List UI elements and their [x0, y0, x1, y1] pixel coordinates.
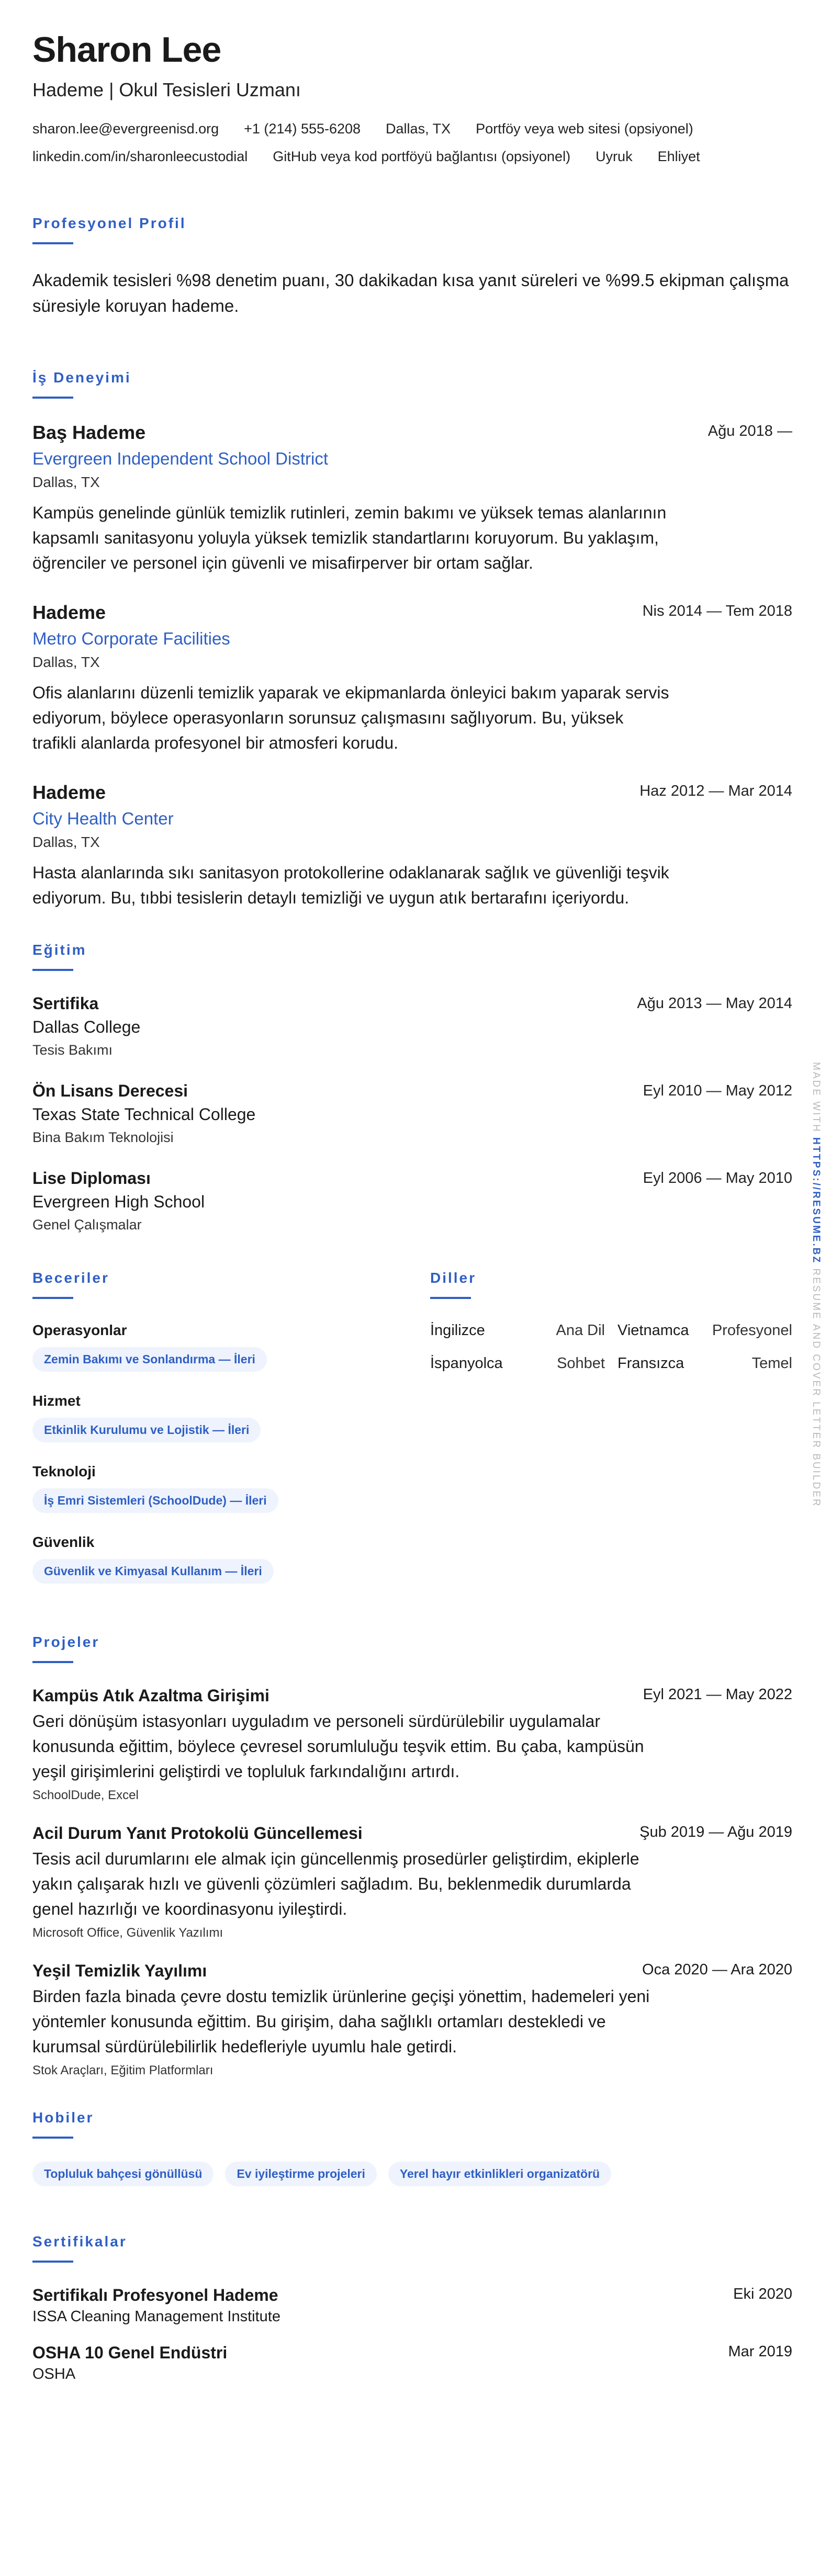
hobby-pill: Topluluk bahçesi gönüllüsü [32, 2162, 214, 2186]
language-name: İngilizce [430, 1321, 485, 1339]
experience-entry [32, 422, 792, 575]
certification-issuer: OSHA [32, 2365, 76, 2382]
job-location: Dallas, TX [32, 833, 100, 850]
section-heading: Projeler [32, 1633, 100, 1650]
experience-section [32, 369, 792, 910]
contact-portfolio[interactable]: Portföy veya web sitesi (opsiyonel) [476, 120, 693, 137]
language-name: İspanyolca [430, 1354, 503, 1372]
profile-summary: Akademik tesisleri %98 denetim puanı, 30 dakikadan kısa yanıt süreleri ve %99.5 ekipman çalışma süresiyle koruyan hademe. [32, 270, 789, 316]
section-heading: Hobiler [32, 2109, 94, 2126]
employer-name: Evergreen Independent School District [32, 448, 328, 468]
language-item [617, 1322, 792, 1339]
skills-languages-row [32, 1270, 792, 1605]
project-date: Oca 2020 — Ara 2020 [642, 1961, 792, 1978]
project-tools: Stok Araçları, Eğitim Platformları [32, 2063, 214, 2077]
section-heading: Eğitim [32, 941, 87, 958]
section-heading: İş Deneyimi [32, 369, 131, 386]
study-field: Tesis Bakımı [32, 1042, 113, 1058]
watermark-link[interactable]: HTTPS://RESUME.BZ [811, 1137, 822, 1264]
certification-title: Sertifikalı Profesyonel Hademe [32, 2285, 278, 2304]
employer-name: City Health Center [32, 808, 174, 828]
section-divider [32, 2261, 73, 2263]
language-name: Fransızca [617, 1354, 684, 1372]
project-title: Yeşil Temizlik Yayılımı [32, 1961, 207, 1980]
education-date: Ağu 2013 — May 2014 [637, 995, 792, 1012]
skill-group [32, 1463, 430, 1513]
projects-section [32, 1634, 792, 2078]
job-date: Ağu 2018 — [708, 422, 792, 439]
employer-name: Metro Corporate Facilities [32, 628, 230, 648]
job-title: Baş Hademe [32, 421, 146, 443]
section-heading: Diller [430, 1269, 477, 1286]
education-date: Eyl 2010 — May 2012 [643, 1082, 792, 1099]
watermark-suffix: RESUME AND COVER LETTER BUILDER [811, 1268, 822, 1508]
project-date: Şub 2019 — Ağu 2019 [639, 1823, 792, 1840]
project-entry [32, 1961, 792, 2078]
certification-entry [32, 2343, 792, 2383]
language-name: Vietnamca [617, 1321, 689, 1339]
project-date: Eyl 2021 — May 2022 [643, 1686, 792, 1703]
project-tools: SchoolDude, Excel [32, 1788, 139, 1802]
candidate-name: Sharon Lee [32, 30, 221, 70]
project-title: Kampüs Atık Azaltma Girişimi [32, 1686, 269, 1705]
school-name: Dallas College [32, 1017, 141, 1036]
certification-date: Eki 2020 [733, 2285, 792, 2302]
section-heading: Profesyonel Profil [32, 214, 186, 231]
school-name: Evergreen High School [32, 1192, 205, 1211]
skill-group [32, 1534, 430, 1584]
job-location: Dallas, TX [32, 473, 100, 490]
section-heading: Sertifikalar [32, 2233, 127, 2250]
skill-pill: Zemin Bakımı ve Sonlandırma — İleri [32, 1347, 267, 1372]
experience-entry [32, 782, 792, 910]
contact-license: Ehliyet [657, 148, 700, 164]
project-description: Geri dönüşüm istasyonları uyguladım ve personeli sürdürülebilir uygulamalar konusunda eğittim, böylece çevresel sorumluluğu teşvik ettim. Bu çaba, kampüsün yeşil girişimlerini geliştirdi ve topluluk farkındalığını artırdı. [32, 1711, 644, 1781]
section-divider [32, 397, 73, 399]
education-entry [32, 1081, 792, 1146]
language-item [617, 1355, 792, 1372]
skills-section [32, 1270, 430, 1605]
section-heading: Beceriler [32, 1269, 109, 1286]
skill-category: Teknoloji [32, 1463, 96, 1479]
candidate-title: Hademe | Okul Tesisleri Uzmanı [32, 78, 301, 100]
language-level: Temel [751, 1354, 792, 1372]
contact-linkedin[interactable]: linkedin.com/in/sharonleecustodial [32, 148, 248, 164]
resume-page [32, 30, 792, 2401]
degree-name: Sertifika [32, 993, 99, 1013]
education-date: Eyl 2006 — May 2010 [643, 1169, 792, 1187]
language-level: Profesyonel [712, 1321, 792, 1339]
section-divider [32, 242, 73, 244]
education-entry [32, 994, 792, 1058]
section-divider [32, 1297, 73, 1299]
profile-section [32, 215, 792, 319]
contact-list [32, 121, 792, 165]
certification-date: Mar 2019 [728, 2343, 792, 2360]
skill-pill: Etkinlik Kurulumu ve Lojistik — İleri [32, 1418, 261, 1442]
section-divider [32, 969, 73, 971]
language-level: Ana Dil [556, 1321, 605, 1339]
section-divider [32, 1661, 73, 1663]
skill-category: Operasyonlar [32, 1321, 127, 1338]
section-divider [430, 1297, 471, 1299]
skill-category: Güvenlik [32, 1533, 95, 1550]
job-date: Nis 2014 — Tem 2018 [642, 602, 792, 619]
contact-github[interactable]: GitHub veya kod portföyü bağlantısı (opsiyonel) [273, 148, 571, 164]
skill-pill: Güvenlik ve Kimyasal Kullanım — İleri [32, 1559, 274, 1584]
job-title: Hademe [32, 601, 106, 623]
experience-entry [32, 602, 792, 755]
skill-category: Hizmet [32, 1392, 81, 1409]
certification-entry [32, 2286, 792, 2325]
skill-group [32, 1393, 430, 1442]
education-section [32, 942, 792, 1233]
project-description: Tesis acil durumlarını ele almak için güncellenmiş prosedürler geliştirdim, ekiplerle yakın çalışarak hızlı ve güvenli çözümleri sağladım. Bu, beklenmedik durumlarda genel hazırlığı ve koordinasyonu iyileştirdi. [32, 1849, 639, 1918]
language-list [430, 1322, 792, 1372]
hobby-pill: Ev iyileştirme projeleri [225, 2162, 376, 2186]
project-tools: Microsoft Office, Güvenlik Yazılımı [32, 1925, 223, 1940]
hobbies-section [32, 2109, 792, 2186]
certification-issuer: ISSA Cleaning Management Institute [32, 2308, 280, 2325]
study-field: Bina Bakım Teknolojisi [32, 1129, 174, 1145]
project-entry [32, 1824, 792, 1940]
job-location: Dallas, TX [32, 653, 100, 670]
certification-title: OSHA 10 Genel Endüstri [32, 2343, 228, 2362]
job-description: Kampüs genelinde günlük temizlik rutinleri, zemin bakımı ve yüksek temas alanlarının kapsamlı sanitasyonu yoluyla yüksek temizlik standartlarını koruyorum. Bu yaklaşım, öğrenciler ve personel için güvenli ve misafirperver bir ortam sağlar. [32, 503, 667, 572]
language-item [430, 1322, 605, 1339]
watermark-prefix: MADE WITH [811, 1062, 822, 1133]
contact-location: Dallas, TX [386, 120, 451, 137]
section-divider [32, 2137, 73, 2139]
language-item [430, 1355, 605, 1372]
school-name: Texas State Technical College [32, 1104, 256, 1124]
contact-phone[interactable]: +1 (214) 555-6208 [244, 120, 361, 137]
degree-name: Lise Diploması [32, 1168, 151, 1188]
hobby-list [32, 2162, 792, 2186]
languages-section [430, 1270, 792, 1605]
contact-nationality: Uyruk [596, 148, 633, 164]
contact-email[interactable]: sharon.lee@evergreenisd.org [32, 120, 219, 137]
project-description: Birden fazla binada çevre dostu temizlik ürünlerine geçişi yönettim, hademeleri yeni yöntemler konusunda eğittim. Bu girişim, daha sağlıklı ortamları destekledi ve kurumsal sürdürülebilirlik hedefleriyle uyumlu hale getirdi. [32, 1986, 650, 2056]
job-description: Ofis alanlarını düzenli temizlik yaparak ve ekipmanlarda önleyici bakım yaparak servis ediyorum, böylece operasyonların sorunsuz çalışmasını sağlıyorum. Bu, yüksek trafikli alanlarda profesyonel bir atmosferi korudu. [32, 683, 669, 752]
degree-name: Ön Lisans Derecesi [32, 1081, 188, 1100]
language-level: Sohbet [557, 1354, 605, 1372]
certifications-section [32, 2233, 792, 2383]
education-entry [32, 1169, 792, 1233]
job-title: Hademe [32, 781, 106, 803]
skill-group [32, 1322, 430, 1372]
job-date: Haz 2012 — Mar 2014 [639, 782, 792, 799]
study-field: Genel Çalışmalar [32, 1216, 142, 1233]
job-description: Hasta alanlarında sıkı sanitasyon protokollerine odaklanarak sağlık ve güvenliği teşvik ediyorum. Bu, tıbbi tesislerin detaylı temizliği ve uygun atık bertarafını içeriyordu. [32, 863, 669, 907]
project-title: Acil Durum Yanıt Protokolü Güncellemesi [32, 1823, 363, 1843]
project-entry [32, 1686, 792, 1803]
builder-watermark [810, 1062, 822, 1508]
hobby-pill: Yerel hayır etkinlikleri organizatörü [388, 2162, 611, 2186]
skill-pill: İş Emri Sistemleri (SchoolDude) — İleri [32, 1488, 278, 1513]
